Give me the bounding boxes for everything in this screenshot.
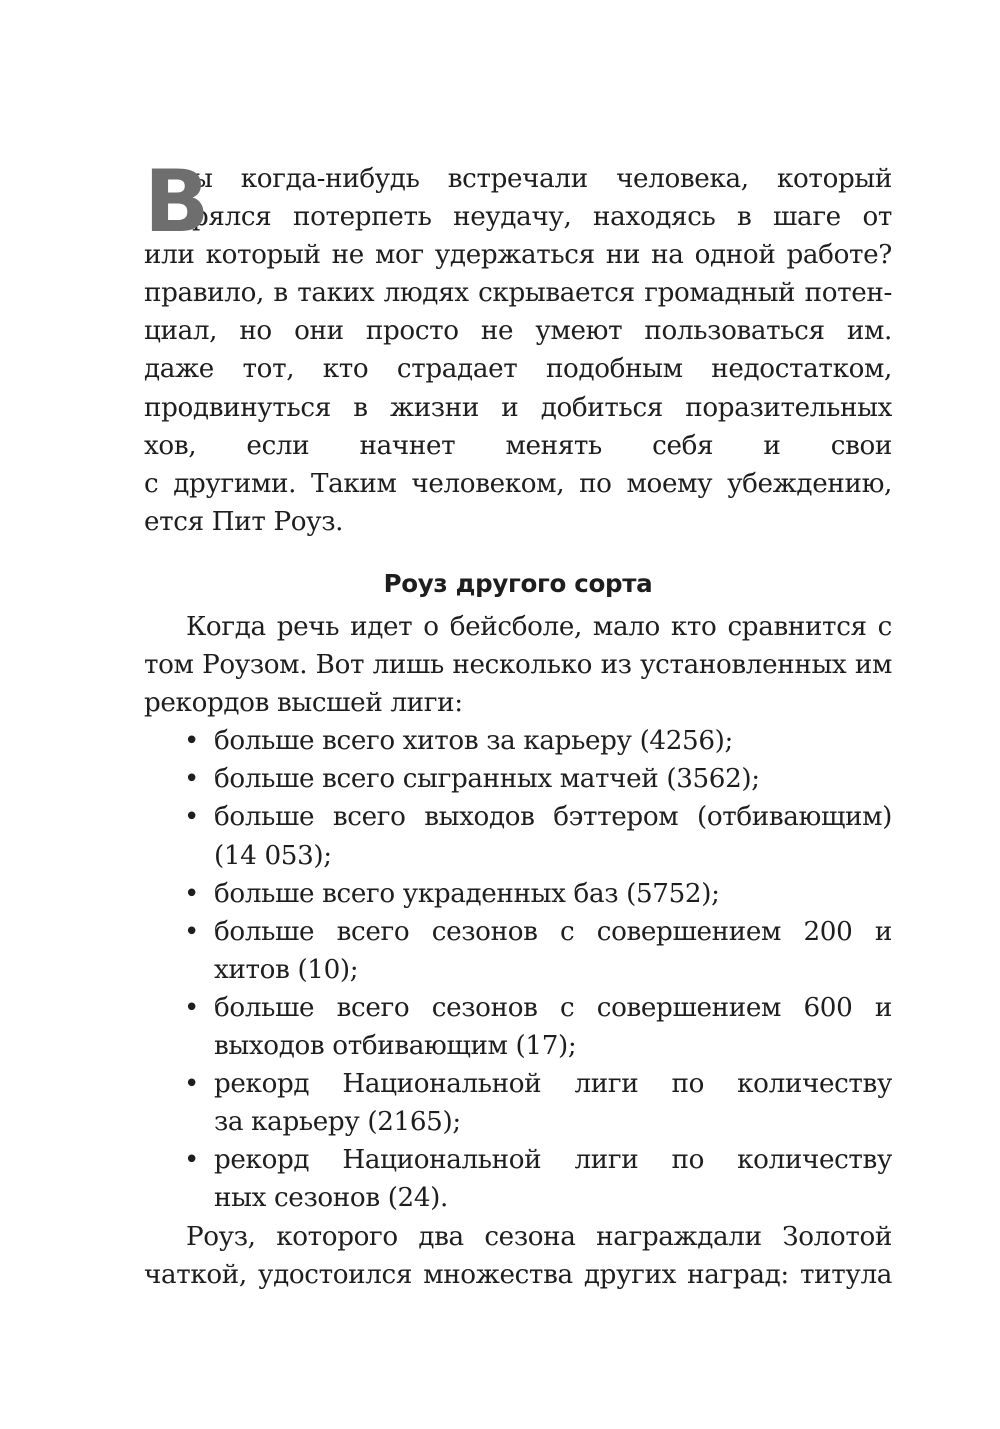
text-line: больше всего выходов бэттером (отбивающим): [214, 802, 892, 833]
bullet-icon: •: [184, 764, 199, 795]
text-line: даже тот, кто страдает подобным недостатком,: [144, 354, 892, 385]
bullet-icon: •: [184, 1069, 199, 1100]
text-line: чаткой, удостоился множества других наград: титула: [144, 1259, 892, 1290]
bullet-icon: •: [184, 992, 199, 1023]
text-line: продвинуться в жизни и добиться поразительных: [144, 392, 892, 423]
drop-cap: В: [144, 152, 210, 252]
bullet-icon: •: [184, 878, 199, 909]
bullet-icon: •: [184, 802, 199, 833]
list-item: [144, 1065, 892, 1141]
section-heading: Роуз другого сорта: [383, 569, 653, 598]
list-item: [144, 760, 892, 798]
text-line: больше всего сезонов с совершением 200 и: [214, 916, 892, 947]
text-line: циал, но они просто не умеют пользоваться им.: [144, 316, 892, 347]
text-line: больше всего сыгранных матчей (3562);: [214, 764, 760, 795]
text-line: за карьеру (2165);: [214, 1107, 461, 1138]
text-line: или который не мог удержаться ни на одной работе?: [144, 240, 892, 271]
text-line: хитов (10);: [214, 954, 359, 985]
text-line: больше всего сезонов с совершением 600 и: [214, 992, 892, 1023]
text-line: Роуз, которого два сезона награждали Золотой: [186, 1221, 892, 1252]
text-line: выходов отбивающим (17);: [214, 1031, 577, 1062]
text-line: с другими. Таким человеком, по моему убеждению,: [144, 468, 892, 499]
text-line: (14 053);: [214, 840, 332, 871]
text-line: больше всего хитов за карьеру (4256);: [214, 726, 734, 757]
text-line: больше всего украденных баз (5752);: [214, 878, 720, 909]
text-line: том Роузом. Вот лишь несколько из установленных им: [144, 650, 892, 681]
list-item: [144, 913, 892, 989]
bullet-icon: •: [184, 726, 199, 757]
text-line: хов, если начнет менять себя и свои: [144, 430, 892, 461]
intro-paragraph: [144, 152, 892, 541]
text-line: рекордов высшей лиги:: [144, 688, 463, 719]
text-line: Когда речь идет о бейсболе, мало кто сравнится с: [186, 612, 892, 642]
text-line: ется Пит Роуз.: [144, 506, 344, 537]
text-line: ы когда-нибудь встречали человека, который: [192, 164, 892, 194]
text-line: ных сезонов (24).: [214, 1183, 449, 1214]
list-item: [144, 989, 892, 1065]
list-item: [144, 875, 892, 913]
text-line: рекорд Национальной лиги по количеству: [214, 1069, 892, 1100]
text-line: рялся потерпеть неудачу, находясь в шаге от: [192, 202, 892, 233]
text-line: правило, в таких людях скрывается громадный потен-: [144, 278, 892, 309]
section-body: [144, 608, 892, 1294]
list-item: [144, 722, 892, 760]
text-line: рекорд Национальной лиги по количеству: [214, 1145, 892, 1176]
bullet-icon: •: [184, 1145, 199, 1176]
list-item: [144, 798, 892, 874]
bullet-icon: •: [184, 916, 199, 947]
records-list: [144, 722, 892, 1217]
list-item: [144, 1141, 892, 1217]
